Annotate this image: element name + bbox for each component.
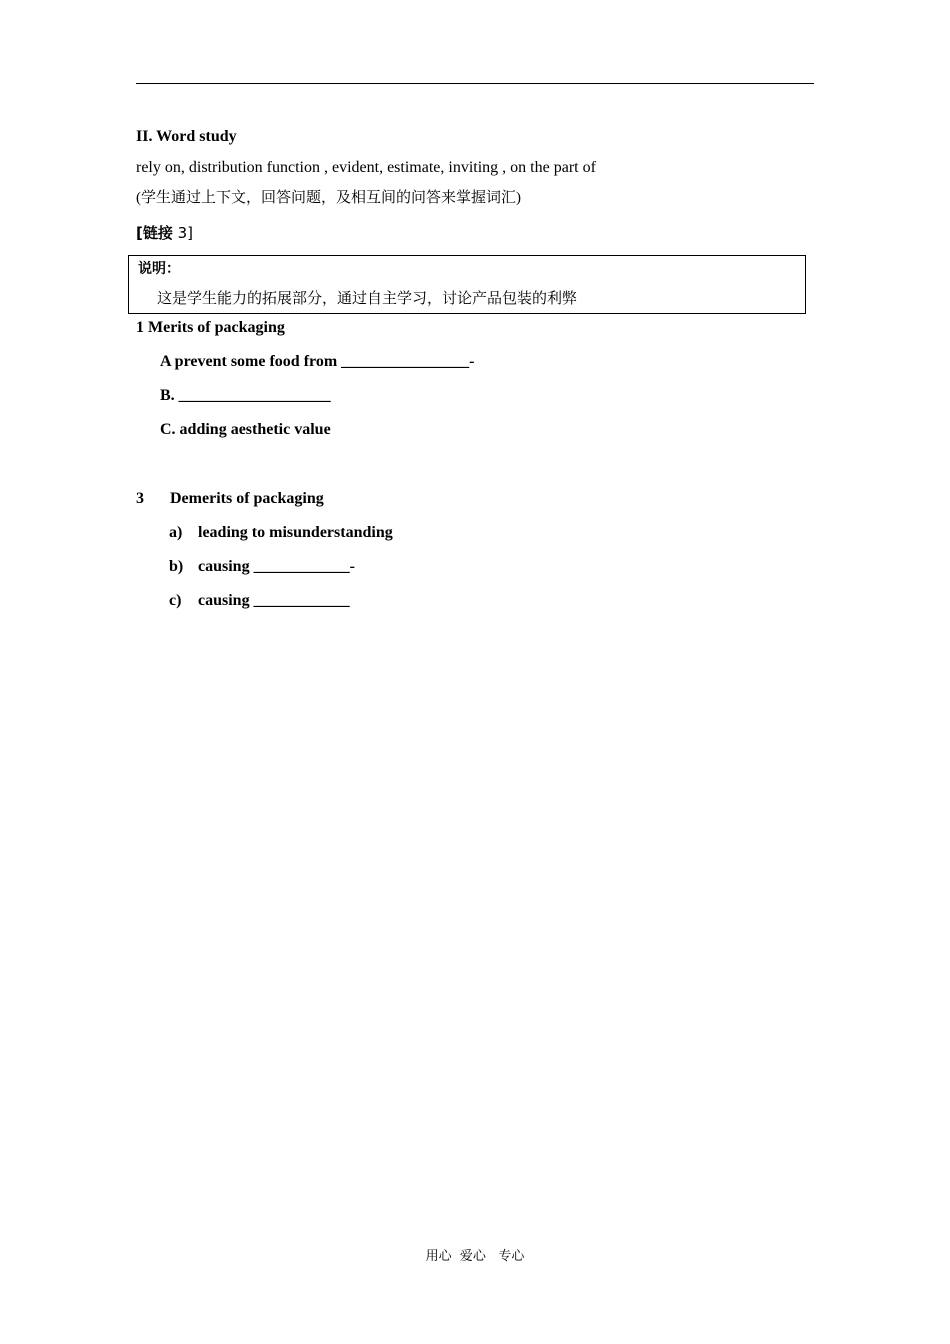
merits-heading: 1 Merits of packaging (136, 319, 285, 336)
demerits-item-b-marker: b) (169, 558, 184, 575)
word-study-instruction: (学生通过上下文，回答问题，及相互间的问答来掌握词汇) (136, 190, 521, 206)
demerits-heading (136, 489, 324, 509)
page-footer: 用心 爱心 专心 (425, 1249, 525, 1264)
demerits-item-c-marker: c) (169, 592, 182, 609)
demerits-item-b-text: causing ____________- (198, 558, 355, 575)
merits-item-a: A prevent some food from ________________- (160, 353, 475, 370)
vocabulary-list: rely on, distribution function , evident, estimate, inviting , on the part of (136, 159, 596, 176)
demerits-number: 3 (136, 490, 144, 507)
demerits-item-a-marker: a) (169, 524, 183, 541)
link-label-bold: [链接 (136, 224, 173, 242)
link-label-number: 3] (172, 224, 194, 242)
demerits-item-a (169, 523, 393, 543)
section-heading-word-study: II. Word study (136, 128, 237, 145)
merits-item-b: B. ___________________ (160, 387, 331, 404)
demerits-title: Demerits of packaging (170, 490, 324, 507)
note-box-body: 这是学生能力的拓展部分，通过自主学习，讨论产品包装的利弊 (157, 289, 578, 307)
demerits-item-a-text: leading to misunderstanding (198, 524, 393, 541)
demerits-item-c (169, 591, 350, 611)
note-box-title: 说明： (138, 261, 180, 277)
link-label (136, 223, 193, 243)
header-rule (136, 83, 814, 84)
note-box (128, 255, 806, 314)
demerits-item-b (169, 557, 355, 577)
merits-item-c: C. adding aesthetic value (160, 421, 331, 438)
demerits-item-c-text: causing ____________ (198, 592, 350, 609)
